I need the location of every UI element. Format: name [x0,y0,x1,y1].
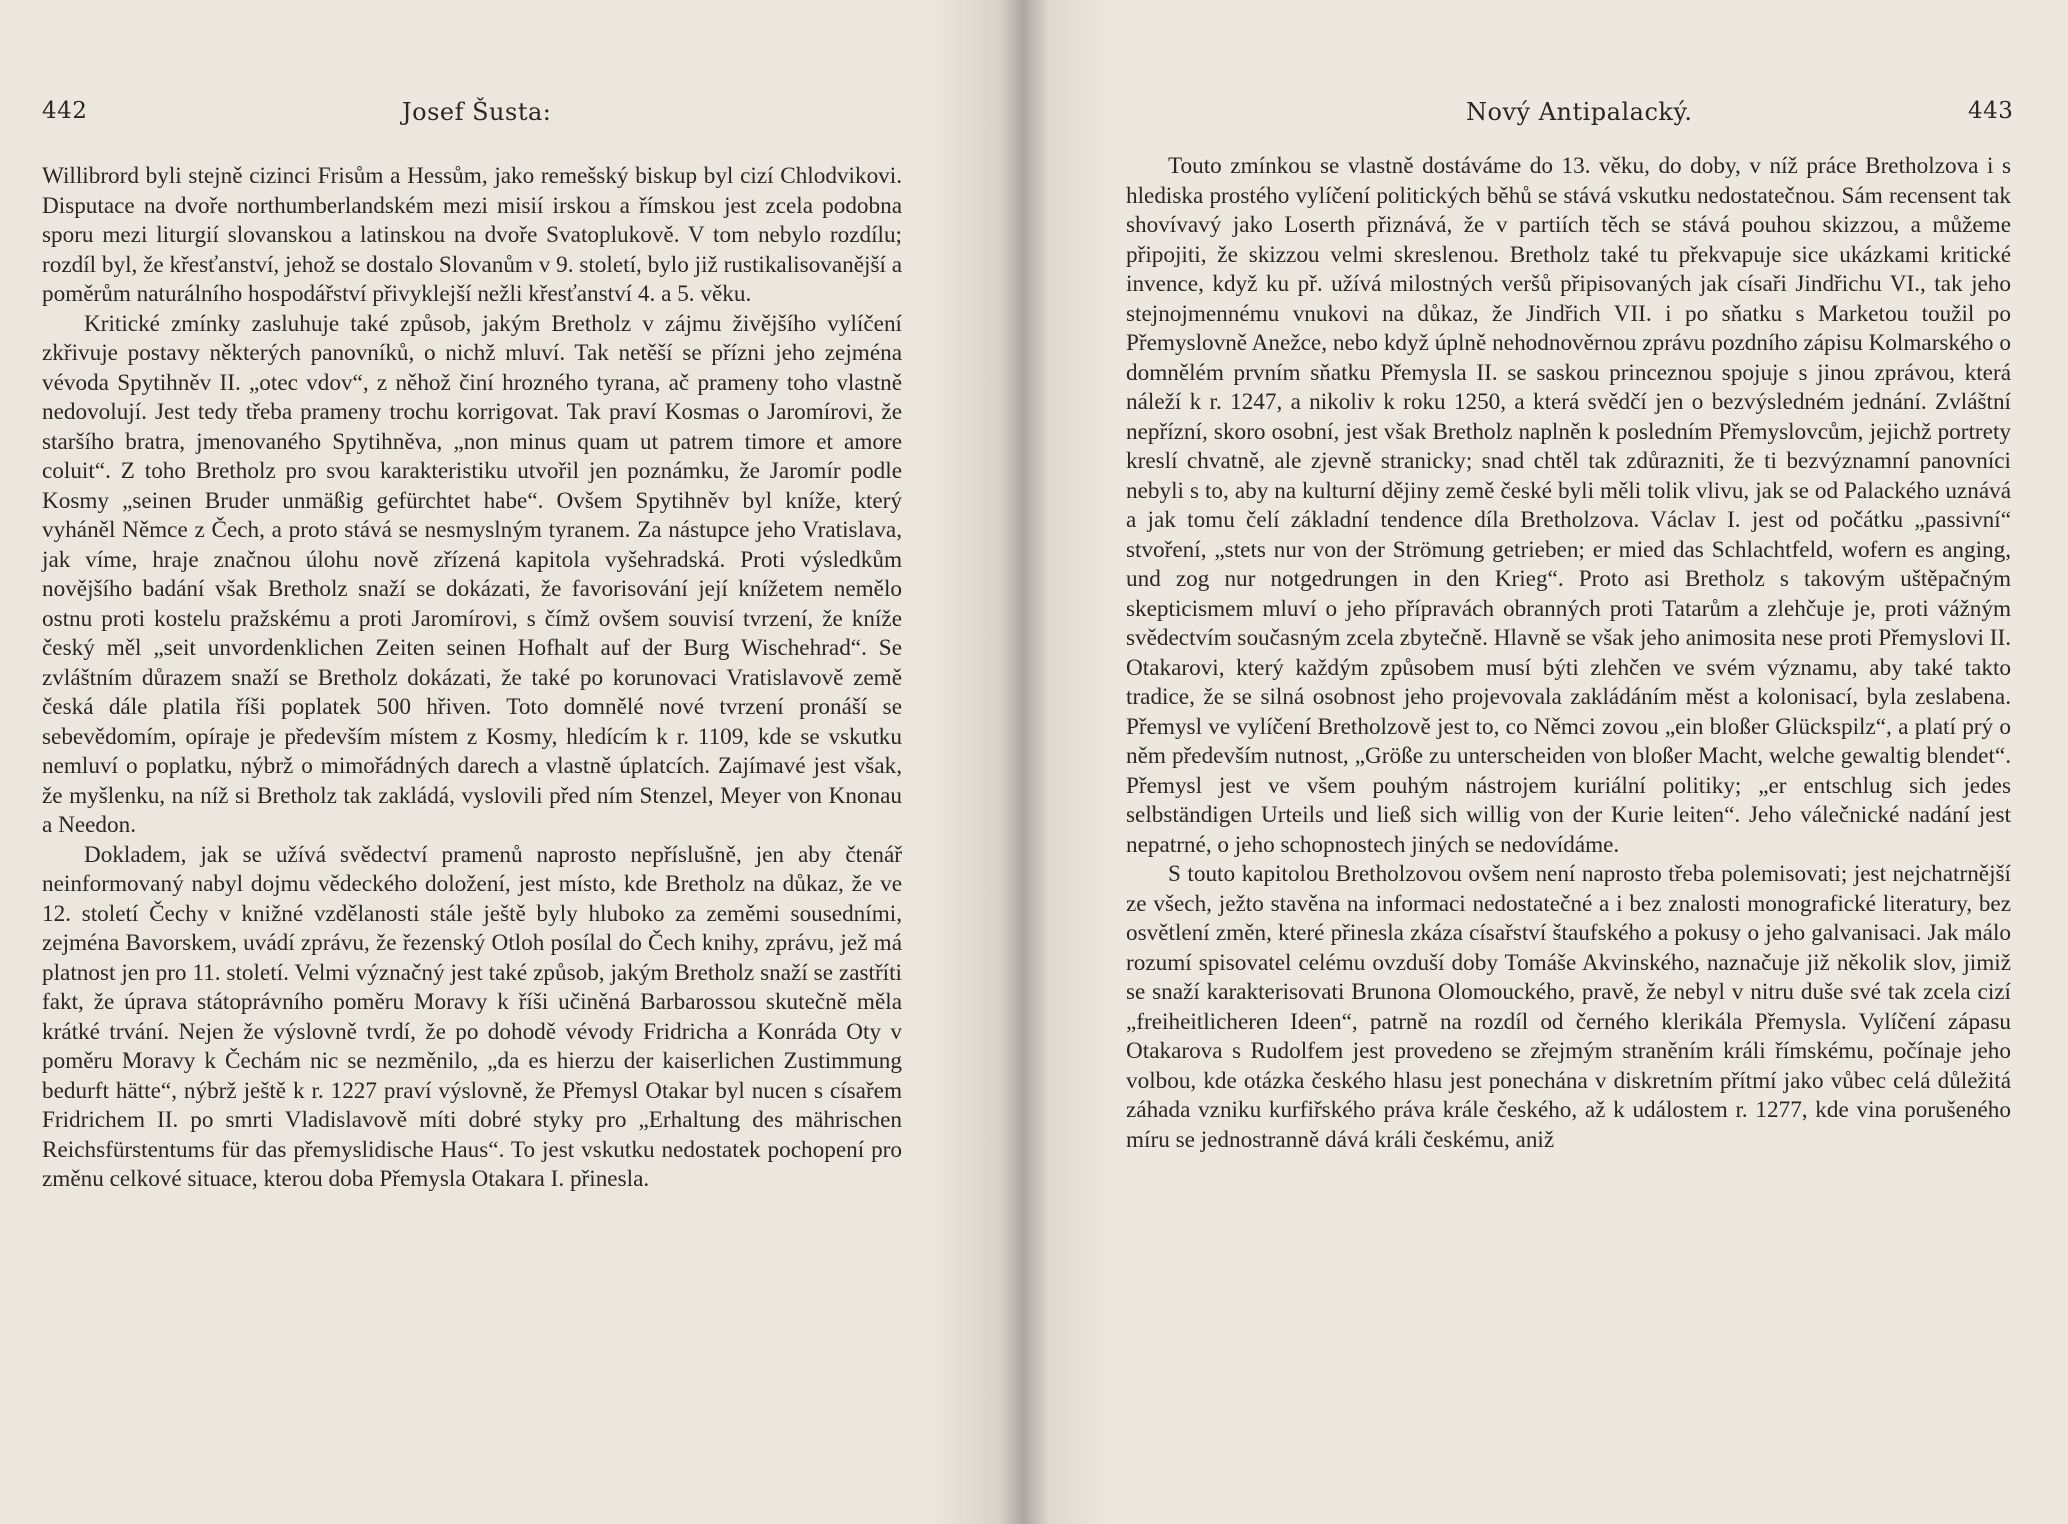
page-number: 443 [1968,98,2014,124]
paragraph: Willibrord byli stejně cizinci Frisům a Hessům, jako remešský biskup byl cizí Chlodvikovi. Disputace na dvoře northumberlandském mezi misií irskou a římskou jest zcela podobna sporu mezi liturgií slovanskou a latinskou na dvoře Svatoplukově. V tom nebylo rozdílu; rozdíl byl, že křesťanství, jehož se dostalo Slovanům v 9. století, bylo již rustikalisovanější a poměrům naturálního hospodářství přivyklejší nežli křesťanství 4. a 5. věku. [42,163,902,307]
left-page [0,0,1016,1524]
paragraph: S touto kapitolou Bretholzovou ovšem není naprosto třeba polemisovati; jest nejchatrnější ze všech, ježto stavěna na informaci nedostatečné a i bez znalosti monografické literatury, bez osvětlení změn, které přinesla zkáza císařství štaufského a pokusy o jeho galvanisaci. Jak málo rozumí spisovatel celému ovzduší doby Tomáše Akvinského, naznačuje již několik slov, jimiž se snaží karakterisovati Brunona Olomouckého, pravě, že nebyl v nitru duše své tak zcela cizí „freiheitlicheren Ideen“, patrně na rozdíl od černého klerikála Přemysla. Vylíčení zápasu Otakarova s Rudolfem jest provedeno se zřejmým straněním králi římskému, počínaje jeho volbou, kde otázka českého hlasu jest ponechána v diskretním přítmí jako vůbec celá důležitá záhada vzniku kurfiřského práva krále českého, až k událostem r. 1277, kde vina porušeného míru se jednostranně dává králi českému, aniž [1126,861,2011,1153]
paragraph: Dokladem, jak se užívá svědectví pramenů naprosto nepříslušně, jen aby čtenář neinformovaný nabyl dojmu vědeckého doložení, jest místo, kde Bretholz na důkaz, že ve 12. století Čechy v knižné vzdělanosti stále ještě byly hluboko za zeměmi sousedními, zejména Bavorskem, uvádí zprávu, že řezenský Otloh posílal do Čech knihy, zprávu, jež má platnost jen pro 11. století. Velmi význačný jest také způsob, jakým Bretholz snaží se zastříti fakt, že úprava státoprávního poměru Moravy k říši učiněná Barbarossou skutečně měla krátké trvání. Nejen že výslovně tvrdí, že po dohodě vévody Fridricha a Konráda Oty v poměru Moravy k Čechám nic se nezměnilo, „da es hierzu der kaiserlichen Zustimmung bedurft hätte“, nýbrž ještě k r. 1227 praví výslovně, že Přemysl Otakar byl nucen s císařem Fridrichem II. po smrti Vladislavově míti dobré styky pro „Erhaltung des mährischen Reichsfürstentums für das přemyslidische Haus“. To jest vskutku nedostatek pochopení pro změnu celkové situace, kterou doba Přemysla Otakara I. přinesla. [42,841,902,1192]
page-body [42,162,902,1195]
right-page [1016,0,2068,1524]
running-head: Josef Šusta: [402,98,552,126]
paragraph: Touto zmínkou se vlastně dostáváme do 13. věku, do doby, v níž práce Bretholzova i s hlediska prostého vylíčení politických běhů se stává vskutku nedostatečnou. Sám recensent tak shovívavý jako Loserth přiznává, že v partiích těch se stává pouhou skizzou, a můžeme připojiti, že skizzou velmi skreslenou. Bretholz také tu překvapuje sice ukázkami kritické invence, když ku př. užívá milostných veršů připisovaných jak císaři Jindřichu VI., tak jeho stejnojmennému vnukovi na důkaz, že Jindřich VII. i po sňatku s Marketou toužil po Přemyslovně Anežce, nebo když úplně nehodnověrnou zprávu pozdního zápisu Kolmarského o domnělém prvním sňatku Přemysla II. se saskou princeznou spojuje s jinou zprávou, která náleží k r. 1247, a nikoliv k roku 1250, a která svědčí jen o bezvýsledném jednání. Zvláštní nepřízní, skoro osobní, jest však Bretholz naplněn k posledním Přemyslovcům, jejichž portrety kreslí chvatně, ale zjevně stranicky; snad chtěl tak zdůrazniti, že ti bezvýznamní panovníci nebyli s to, aby na kulturní dějiny země české byli měli tolik vlivu, jak se od Palackého uznává a jak tomu čelí základní tendence díla Bretholzova. Václav I. jest od počátku „passivní“ stvoření, „stets nur von der Strömung getrieben; er mied das Schlachtfeld, wofern es anging, und zog nur notgedrungen in den Krieg“. Proto asi Bretholz s takovým uštěpačným skepticismem mluví o jeho přípravách obranných proti Tatarům a zlehčuje je, proti vážným svědectvím současným zcela zbytečně. Hlavně se však jeho animosita nese proti Přemyslovi II. Otakarovi, který každým způsobem musí býti zlehčen ve svém významu, aby také takto tradice, že se silná osobnost jeho projevovala zakládáním měst a kolonisací, byla zeslabena. Přemysl ve vylíčení Bretholzově jest to, co Němci zovou „ein bloßer Glückspilz“, a platí prý o něm především nutnost, „Größe zu unterscheiden von bloßer Macht, welche gewaltig blendet“. Přemysl jest ve všem pouhým nástrojem kuriální politiky; „er entschlug sich jedes selbständigen Urteils und ließ sich willig von der Kurie leiten“. Jeho válečnické nadání jest nepatrné, o jeho schopnostech jiných se nedovídáme. [1126,153,2011,858]
page-number: 442 [42,98,88,124]
page-body [1126,152,2011,1155]
running-head: Nový Antipalacký. [1466,98,1693,126]
book-gutter [930,0,1110,1524]
paragraph: Kritické zmínky zasluhuje také způsob, jakým Bretholz v zájmu živějšího vylíčení zkřivuje postavy některých panovníků, o nichž mluví. Tak netěší se přízni jeho zejména vévoda Spytihněv II. „otec vdov“, z něhož činí hrozného tyrana, ač prameny toho vlastně nedovolují. Jest tedy třeba prameny trochu korrigovat. Tak praví Kosmas o Jaromírovi, že staršího bratra, jmenovaného Spytihněva, „non minus quam ut patrem timore et amore coluit“. Z toho Bretholz pro svou karakteristiku utvořil jen poznámku, že Jaromír podle Kosmy „seinen Bruder unmäßig gefürchtet habe“. Ovšem Spytihněv byl kníže, který vyháněl Němce z Čech, a proto stává se nesmyslným tyranem. Za nástupce jeho Vratislava, jak víme, hraje značnou úlohu nově zřízená kapitola vyšehradská. Proti výsledkům novějšího badání však Bretholz snaží se dokázati, že favorisování její knížetem nemělo ostnu proti kostelu pražskému a proti Jaromírovi, s čímž ovšem souvisí tvrzení, že kníže český měl „seit unvordenklichen Zeiten seinen Hofhalt auf der Burg Wischehrad“. Se zvláštním důrazem snaží se Bretholz dokázati, že také po korunovaci Vratislavově země česká dále platila říši poplatek 500 hřiven. Toto domnělé nové tvrzení pronáší se sebevědomím, opíraje je především místem z Kosmy, hledícím k r. 1109, kde se vskutku nemluví o poplatku, nýbrž o mimořádných darech a vlastně úplatcích. Zajímavé jest však, že myšlenku, na níž si Bretholz tak zakládá, vyslovili před ním Stenzel, Meyer von Knonau a Needon. [42,310,902,838]
